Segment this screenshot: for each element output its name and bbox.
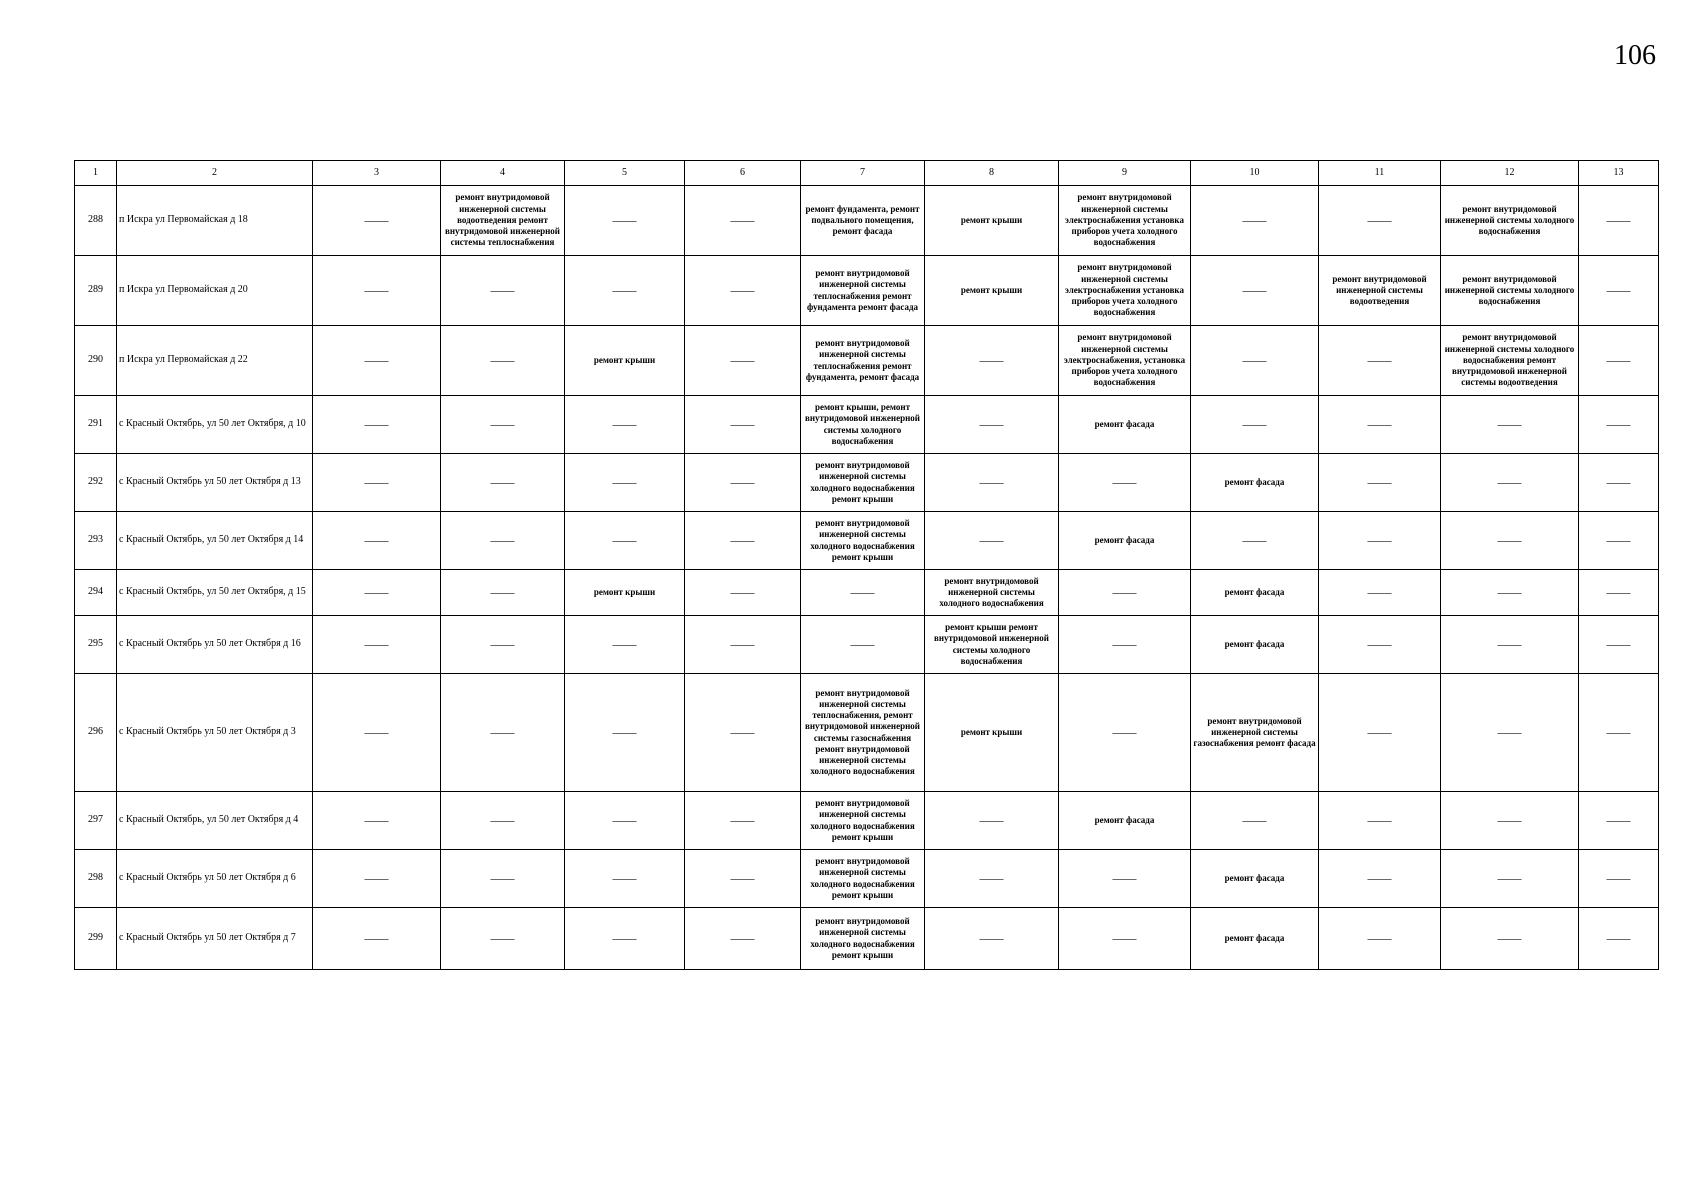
table-cell: —— — [565, 616, 685, 674]
address-cell: с Красный Октябрь, ул 50 лет Октября д 14 — [117, 512, 313, 570]
table-cell: —— — [1059, 674, 1191, 792]
table-cell: ремонт внутридомовой инженерной системы холодного водоснабжения ремонт крыши — [801, 792, 925, 850]
table-cell: —— — [313, 256, 441, 326]
table-cell: ремонт фундамента, ремонт подвального помещения, ремонт фасада — [801, 186, 925, 256]
table-cell: —— — [1441, 908, 1579, 970]
table-row — [75, 396, 1659, 454]
table-cell: —— — [565, 908, 685, 970]
table-cell: —— — [313, 454, 441, 512]
table-cell: ремонт фасада — [1059, 792, 1191, 850]
table-cell: —— — [685, 674, 801, 792]
table-cell: —— — [1441, 674, 1579, 792]
table-cell: —— — [1319, 454, 1441, 512]
table-cell: —— — [925, 396, 1059, 454]
table-cell: —— — [1441, 454, 1579, 512]
table-cell: —— — [801, 616, 925, 674]
table-cell: —— — [1579, 850, 1659, 908]
table-cell: —— — [441, 396, 565, 454]
repair-schedule-table — [74, 160, 1659, 970]
table-cell: —— — [1059, 454, 1191, 512]
column-header: 8 — [925, 161, 1059, 186]
table-cell: —— — [685, 512, 801, 570]
table-cell: ремонт фасада — [1191, 850, 1319, 908]
column-header: 13 — [1579, 161, 1659, 186]
table-cell: —— — [441, 908, 565, 970]
table-cell: —— — [1059, 908, 1191, 970]
address-cell: п Искра ул Первомайская д 20 — [117, 256, 313, 326]
table-cell: ремонт внутридомовой инженерной системы холодного водоснабжения — [1441, 186, 1579, 256]
table-cell: —— — [441, 674, 565, 792]
table-cell: —— — [1441, 512, 1579, 570]
row-number-cell: 288 — [75, 186, 117, 256]
column-header: 5 — [565, 161, 685, 186]
table-cell: —— — [313, 850, 441, 908]
table-cell: —— — [685, 570, 801, 616]
table-cell: ремонт внутридомовой инженерной системы электроснабжения, установка приборов учета холодного водоснабжения — [1059, 326, 1191, 396]
table-cell: —— — [1441, 792, 1579, 850]
table-cell: —— — [925, 850, 1059, 908]
table-cell: —— — [565, 186, 685, 256]
table-cell: ремонт внутридомовой инженерной системы холодного водоснабжения ремонт крыши — [801, 908, 925, 970]
table-cell: —— — [1579, 454, 1659, 512]
table-cell: —— — [925, 792, 1059, 850]
table-cell: —— — [685, 326, 801, 396]
table-cell: —— — [925, 454, 1059, 512]
table-cell: ремонт внутридомовой инженерной системы холодного водоснабжения ремонт крыши — [801, 512, 925, 570]
table-cell: —— — [441, 570, 565, 616]
table-row — [75, 674, 1659, 792]
address-cell: с Красный Октябрь ул 50 лет Октября д 16 — [117, 616, 313, 674]
column-header: 3 — [313, 161, 441, 186]
address-cell: с Красный Октябрь ул 50 лет Октября д 6 — [117, 850, 313, 908]
table-cell: —— — [1319, 616, 1441, 674]
table-cell: ремонт фасада — [1191, 908, 1319, 970]
table-cell: —— — [565, 792, 685, 850]
table-cell: —— — [1579, 396, 1659, 454]
table-cell: ремонт крыши — [925, 674, 1059, 792]
table-cell: —— — [313, 326, 441, 396]
table-cell: —— — [565, 850, 685, 908]
table-cell: ремонт крыши ремонт внутридомовой инженерной системы холодного водоснабжения — [925, 616, 1059, 674]
row-number-cell: 289 — [75, 256, 117, 326]
table-cell: —— — [313, 570, 441, 616]
table-cell: —— — [1319, 792, 1441, 850]
table-cell: —— — [1059, 616, 1191, 674]
table-cell: —— — [313, 396, 441, 454]
table-cell: —— — [313, 616, 441, 674]
table-row — [75, 512, 1659, 570]
table-row — [75, 908, 1659, 970]
table-cell: —— — [313, 512, 441, 570]
address-cell: с Красный Октябрь ул 50 лет Октября д 13 — [117, 454, 313, 512]
table-cell: —— — [685, 186, 801, 256]
table-row — [75, 256, 1659, 326]
row-number-cell: 294 — [75, 570, 117, 616]
row-number-cell: 290 — [75, 326, 117, 396]
table-cell: ремонт внутридомовой инженерной системы теплоснабжения, ремонт внутридомовой инженерной системы газоснабжения ремонт внутридомовой инженерной системы холодного водоснабжения — [801, 674, 925, 792]
table-cell: —— — [1319, 908, 1441, 970]
row-number-cell: 292 — [75, 454, 117, 512]
table-row — [75, 616, 1659, 674]
table-cell: —— — [685, 850, 801, 908]
table-row — [75, 792, 1659, 850]
table-cell: —— — [1579, 186, 1659, 256]
table-cell: ремонт внутридомовой инженерной системы холодного водоснабжения ремонт крыши — [801, 850, 925, 908]
table-cell: —— — [1579, 570, 1659, 616]
table-cell: —— — [313, 674, 441, 792]
table-cell: —— — [1319, 850, 1441, 908]
table-cell: —— — [685, 256, 801, 326]
column-header: 1 — [75, 161, 117, 186]
table-row — [75, 326, 1659, 396]
table-cell: ремонт крыши — [565, 326, 685, 396]
column-header: 10 — [1191, 161, 1319, 186]
table-cell: —— — [1441, 570, 1579, 616]
table-cell: ремонт внутридомовой инженерной системы теплоснабжения ремонт фундамента ремонт фасада — [801, 256, 925, 326]
table-cell: ремонт внутридомовой инженерной системы теплоснабжения ремонт фундамента, ремонт фасада — [801, 326, 925, 396]
address-cell: п Искра ул Первомайская д 18 — [117, 186, 313, 256]
table-cell: —— — [801, 570, 925, 616]
table-cell: ремонт внутридомовой инженерной системы холодного водоснабжения — [1441, 256, 1579, 326]
table-cell: ремонт крыши — [925, 256, 1059, 326]
table-cell: —— — [1441, 396, 1579, 454]
table-row — [75, 850, 1659, 908]
table-cell: ремонт внутридомовой инженерной системы холодного водоснабжения — [925, 570, 1059, 616]
column-header: 7 — [801, 161, 925, 186]
table-cell: ремонт внутридомовой инженерной системы холодного водоснабжения ремонт внутридомовой инженерной системы водоотведения — [1441, 326, 1579, 396]
table-cell: —— — [1319, 396, 1441, 454]
header-row — [75, 161, 1659, 186]
row-number-cell: 298 — [75, 850, 117, 908]
row-number-cell: 293 — [75, 512, 117, 570]
row-number-cell: 291 — [75, 396, 117, 454]
table-cell: ремонт фасада — [1059, 396, 1191, 454]
table-cell: —— — [1319, 674, 1441, 792]
table-cell: ремонт фасада — [1059, 512, 1191, 570]
table-cell: —— — [441, 326, 565, 396]
row-number-cell: 296 — [75, 674, 117, 792]
table-cell: —— — [1579, 674, 1659, 792]
table-cell: —— — [441, 792, 565, 850]
table-cell: —— — [685, 908, 801, 970]
table-cell: ремонт внутридомовой инженерной системы водоотведения — [1319, 256, 1441, 326]
table-cell: —— — [685, 792, 801, 850]
address-cell: с Красный Октябрь ул 50 лет Октября д 3 — [117, 674, 313, 792]
table-cell: —— — [565, 454, 685, 512]
table-cell: —— — [1579, 908, 1659, 970]
table-cell: ремонт крыши, ремонт внутридомовой инженерной системы холодного водоснабжения — [801, 396, 925, 454]
address-cell: с Красный Октябрь, ул 50 лет Октября, д 15 — [117, 570, 313, 616]
row-number-cell: 295 — [75, 616, 117, 674]
table-cell: ремонт крыши — [925, 186, 1059, 256]
table-cell: —— — [565, 396, 685, 454]
column-header: 4 — [441, 161, 565, 186]
table-cell: —— — [1579, 616, 1659, 674]
table-body — [75, 186, 1659, 970]
table-cell: ремонт внутридомовой инженерной системы электроснабжения установка приборов учета холодного водоснабжения — [1059, 186, 1191, 256]
table-cell: ремонт внутридомовой инженерной системы водоотведения ремонт внутридомовой инженерной системы теплоснабжения — [441, 186, 565, 256]
table-cell: —— — [1191, 512, 1319, 570]
table-cell: —— — [1319, 512, 1441, 570]
table-cell: —— — [685, 454, 801, 512]
row-number-cell: 299 — [75, 908, 117, 970]
table-cell: —— — [565, 674, 685, 792]
table-row — [75, 454, 1659, 512]
table-cell: —— — [1191, 792, 1319, 850]
table-cell: —— — [1319, 326, 1441, 396]
table-cell: —— — [925, 908, 1059, 970]
column-header: 11 — [1319, 161, 1441, 186]
column-header: 6 — [685, 161, 801, 186]
column-header: 2 — [117, 161, 313, 186]
address-cell: п Искра ул Первомайская д 22 — [117, 326, 313, 396]
column-header: 9 — [1059, 161, 1191, 186]
table-cell: —— — [925, 326, 1059, 396]
address-cell: с Красный Октябрь, ул 50 лет Октября д 4 — [117, 792, 313, 850]
table-cell: —— — [685, 616, 801, 674]
table-cell: —— — [441, 454, 565, 512]
table-cell: ремонт фасада — [1191, 454, 1319, 512]
table-cell: ремонт внутридомовой инженерной системы газоснабжения ремонт фасада — [1191, 674, 1319, 792]
table-cell: ремонт фасада — [1191, 616, 1319, 674]
table-cell: —— — [1191, 256, 1319, 326]
table-cell: —— — [313, 908, 441, 970]
table-cell: —— — [313, 186, 441, 256]
table-cell: —— — [1579, 256, 1659, 326]
table-cell: —— — [565, 256, 685, 326]
table-cell: —— — [1579, 792, 1659, 850]
table-cell: —— — [1191, 396, 1319, 454]
table-cell: —— — [1059, 570, 1191, 616]
table-cell: —— — [1319, 570, 1441, 616]
table-cell: —— — [925, 512, 1059, 570]
table-cell: —— — [685, 396, 801, 454]
table-cell: —— — [313, 792, 441, 850]
table-row — [75, 186, 1659, 256]
table-cell: —— — [1059, 850, 1191, 908]
table-cell: —— — [565, 512, 685, 570]
column-header: 12 — [1441, 161, 1579, 186]
table-cell: —— — [1579, 512, 1659, 570]
table-row — [75, 570, 1659, 616]
table-cell: —— — [441, 616, 565, 674]
table-cell: —— — [441, 512, 565, 570]
table-cell: —— — [441, 850, 565, 908]
table-cell: —— — [1441, 616, 1579, 674]
address-cell: с Красный Октябрь, ул 50 лет Октября, д 10 — [117, 396, 313, 454]
address-cell: с Красный Октябрь ул 50 лет Октября д 7 — [117, 908, 313, 970]
table-cell: —— — [1441, 850, 1579, 908]
table-cell: ремонт внутридомовой инженерной системы электроснабжения установка приборов учета холодного водоснабжения — [1059, 256, 1191, 326]
table-cell: —— — [1191, 186, 1319, 256]
table-cell: ремонт крыши — [565, 570, 685, 616]
table-cell: ремонт внутридомовой инженерной системы холодного водоснабжения ремонт крыши — [801, 454, 925, 512]
table-cell: —— — [1191, 326, 1319, 396]
row-number-cell: 297 — [75, 792, 117, 850]
table-cell: ремонт фасада — [1191, 570, 1319, 616]
table-cell: —— — [441, 256, 565, 326]
table-cell: —— — [1319, 186, 1441, 256]
table-cell: —— — [1579, 326, 1659, 396]
page-number: 106 — [1614, 40, 1656, 71]
